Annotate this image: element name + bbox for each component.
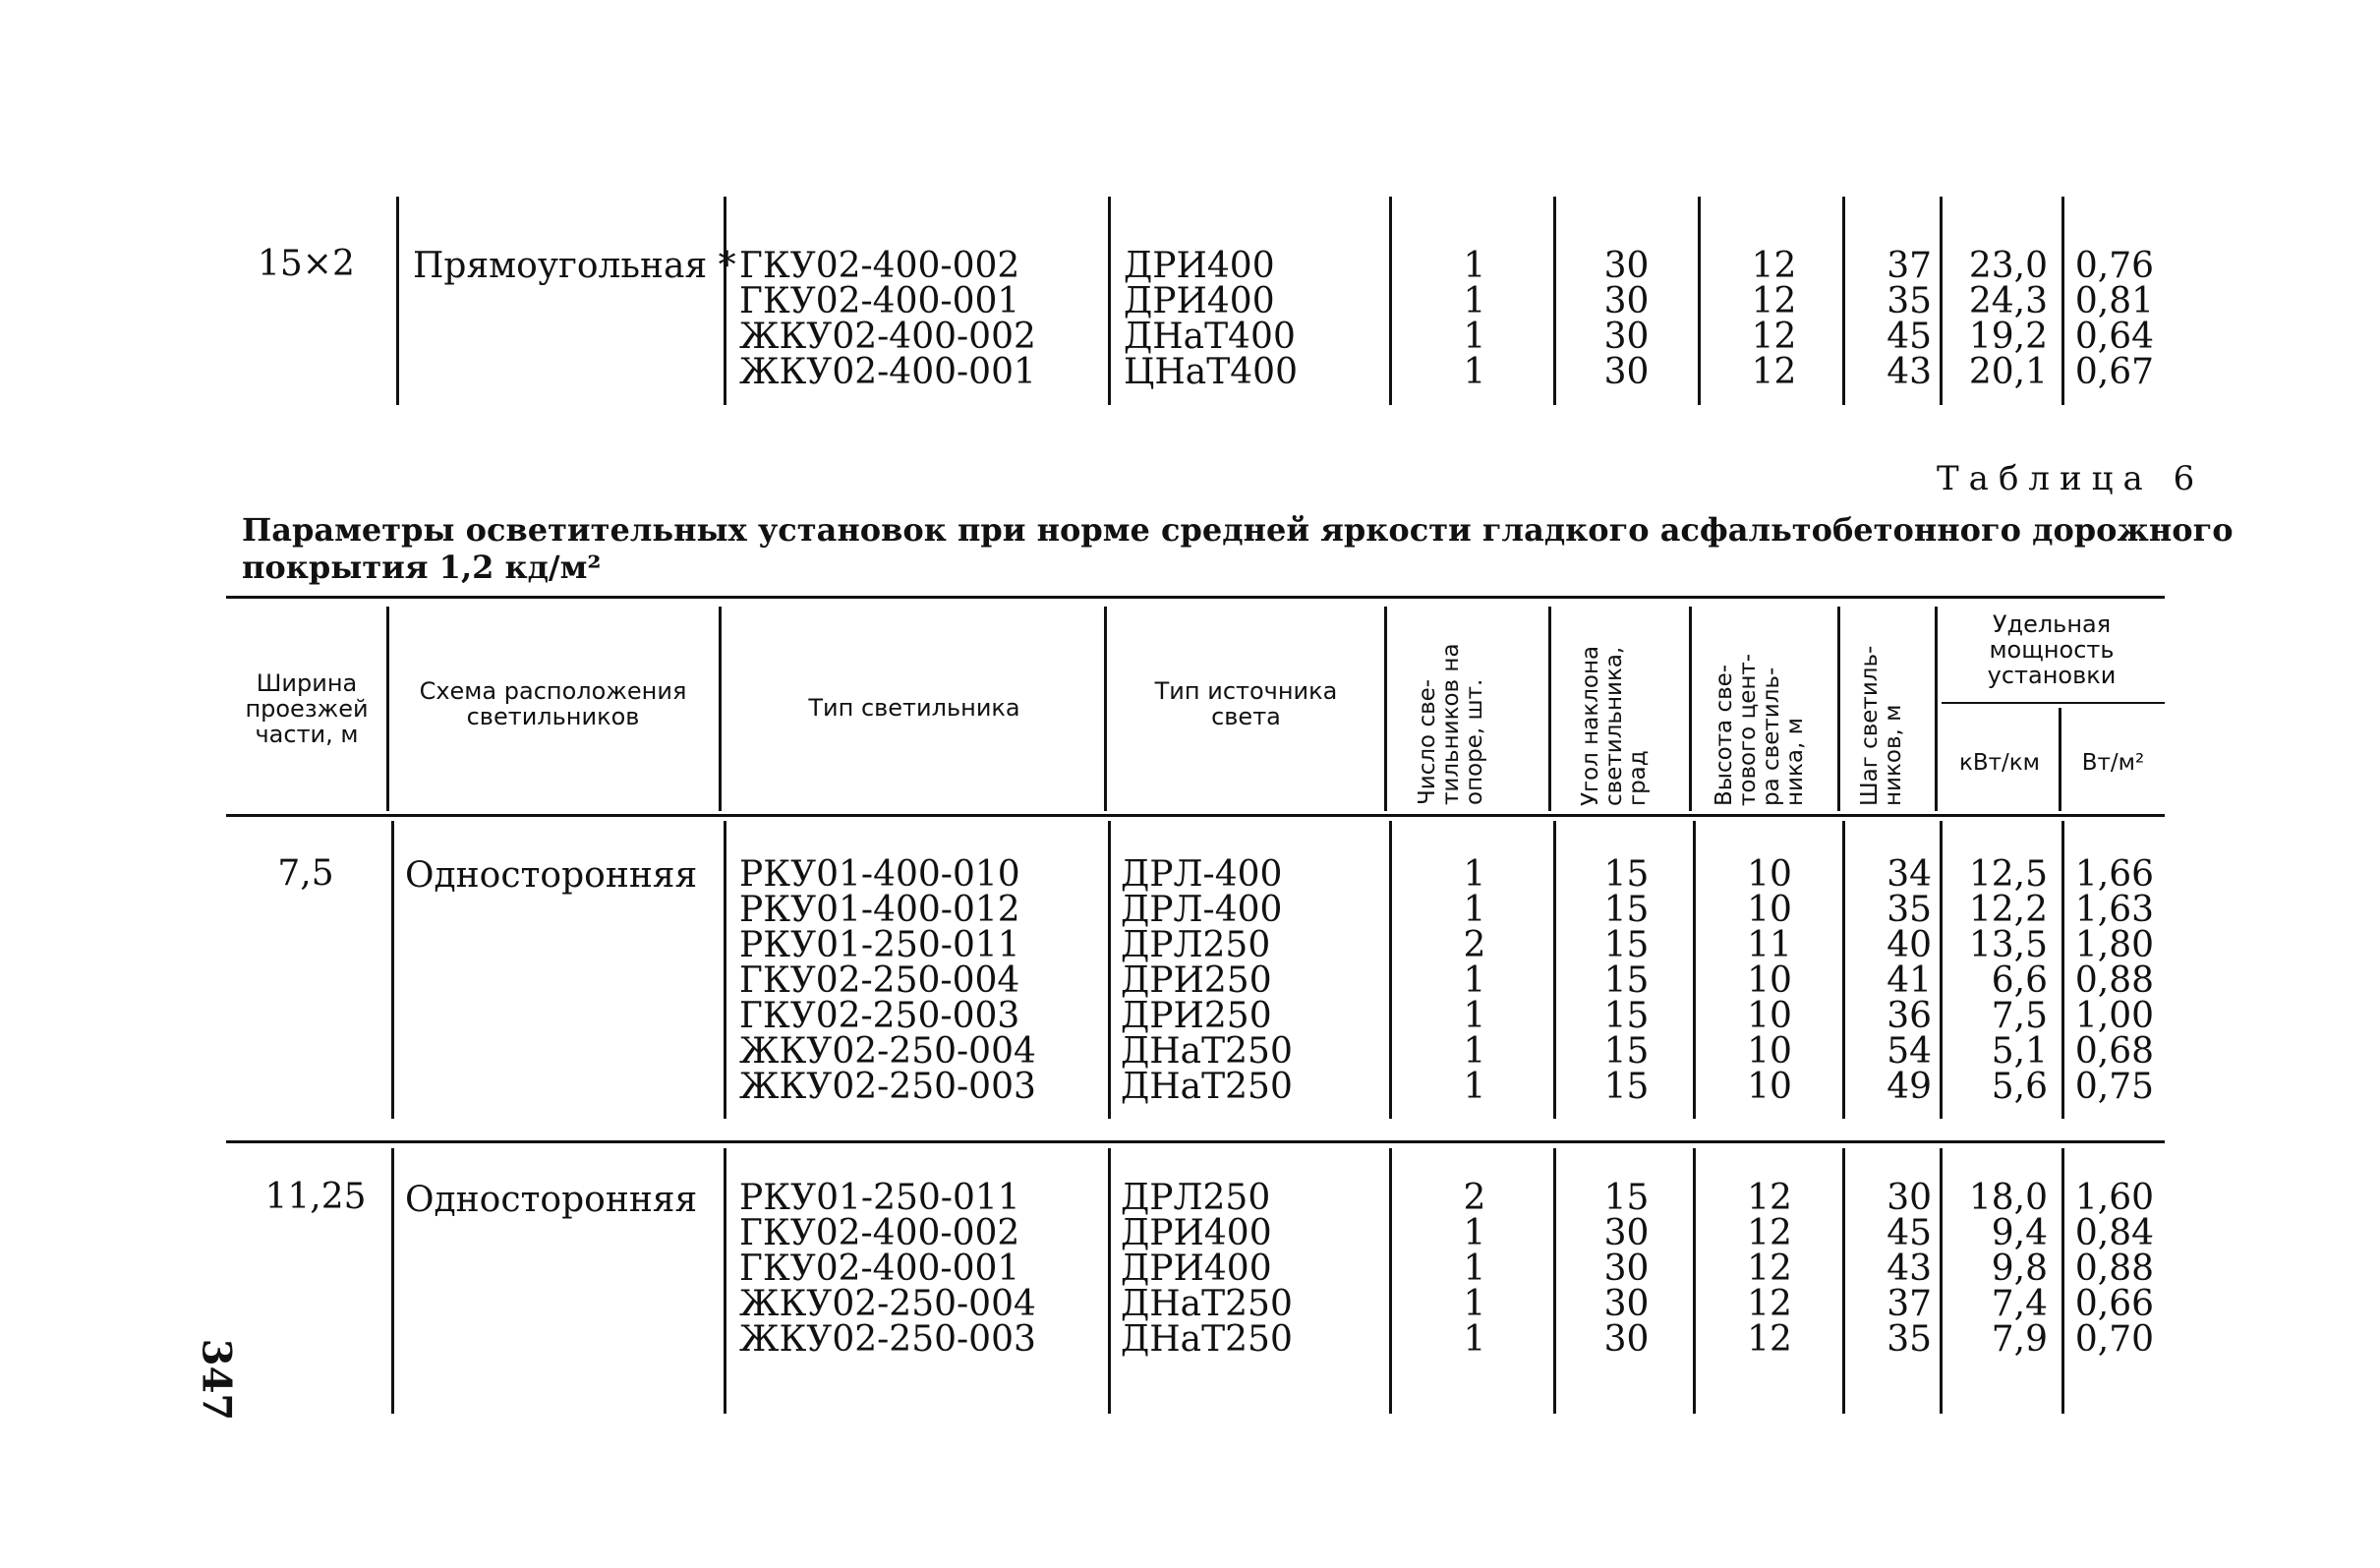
divider [1553,197,1556,405]
mount-height: 10 [1747,854,1792,895]
tilt-angle: 15 [1603,996,1650,1036]
power-kw: 18,0 [1968,1178,2048,1218]
mount-height: 12 [1747,1178,1792,1218]
power-kw: 19,2 [1968,317,2048,357]
power-wm: 0,81 [2074,281,2154,321]
mount-height: 12 [1747,1284,1792,1324]
header-divider [1384,607,1387,811]
header-bottom-rule [226,814,2165,817]
light-source: ДРИ250 [1121,996,1272,1036]
fixture-spacing: 30 [1887,1178,1932,1218]
light-source: ДНаТ250 [1121,1284,1293,1324]
mount-height: 10 [1747,890,1792,930]
fixture-spacing: 45 [1887,317,1932,357]
divider [1842,197,1845,405]
fixture-type: ЖКУ02-250-003 [739,1067,1036,1107]
header-layout-scheme: Схема расположения светильников [419,677,687,730]
mount-height: 12 [1751,352,1797,392]
mount-height: 10 [1747,1067,1792,1107]
fixture-type: ГКУ02-250-003 [739,996,1020,1036]
power-kw: 7,9 [1991,1319,2048,1360]
fixture-spacing: 40 [1887,925,1932,965]
light-source: ДНаТ400 [1124,317,1296,357]
power-wm: 0,64 [2074,317,2154,357]
tilt-angle: 30 [1603,1284,1650,1324]
power-wm: 1,00 [2074,996,2154,1036]
power-wm: 0,68 [2074,1031,2154,1072]
tilt-angle: 30 [1603,352,1650,392]
light-source: ДРЛ250 [1121,925,1271,965]
header-power-kw: кВт/км [1958,750,2041,776]
table-caption-line-1: Параметры осветительных установок при норме средней яркости гладкого асфальтобетонного дорожного [242,511,2234,549]
fixture-spacing: 34 [1887,854,1932,895]
road-width: 15×2 [258,244,355,284]
divider [396,197,399,405]
header-specific-power: Удельная мощность установки [1987,610,2117,689]
fixture-spacing: 35 [1887,281,1932,321]
power-wm: 1,63 [2074,890,2154,930]
fixture-spacing: 37 [1887,246,1932,286]
power-kw: 5,6 [1991,1067,2048,1107]
light-source: ДРИ400 [1121,1213,1272,1253]
power-wm: 0,76 [2074,246,2154,286]
fixture-spacing: 35 [1887,1319,1932,1360]
divider [1698,197,1701,405]
power-kw: 9,4 [1991,1213,2048,1253]
divider [1108,821,1111,1119]
power-kw: 9,8 [1991,1249,2048,1289]
header-divider [719,607,722,811]
divider [724,821,726,1119]
divider [1389,197,1392,405]
layout-scheme: Односторонняя [405,1180,698,1220]
tilt-angle: 30 [1603,281,1650,321]
header-tilt-angle: Угол наклона светильника, град [1578,645,1651,806]
divider [1108,197,1111,405]
tilt-angle: 30 [1603,317,1650,357]
power-kw: 20,1 [1968,352,2048,392]
fixture-type: ГКУ02-400-001 [739,1249,1020,1289]
divider [1389,821,1392,1119]
header-divider [386,607,389,811]
power-kw: 6,6 [1991,960,2048,1001]
light-source: ДНаТ250 [1121,1031,1293,1072]
header-road-width: Ширина проезжей части, м [245,669,369,748]
light-source: ДРИ400 [1124,281,1275,321]
power-kw: 7,5 [1991,996,2048,1036]
light-source: ДРЛ-400 [1121,890,1283,930]
tilt-angle: 15 [1603,1178,1650,1218]
power-wm: 0,66 [2074,1284,2154,1324]
header-divider [1935,607,1938,811]
power-kw: 12,5 [1968,854,2048,895]
divider [1108,1148,1111,1414]
tilt-angle: 15 [1603,1031,1650,1072]
header-divider [1104,607,1107,811]
mount-height: 10 [1747,1031,1792,1072]
light-source: ЦНаТ400 [1124,352,1298,392]
fixture-spacing: 43 [1887,352,1932,392]
fixture-count: 1 [1463,960,1486,1001]
tilt-angle: 30 [1603,1249,1650,1289]
power-kw: 23,0 [1968,246,2048,286]
fixture-count: 1 [1463,854,1486,895]
fixture-type: РКУ01-400-010 [739,854,1020,895]
divider [1389,1148,1392,1414]
fixture-type: ГКУ02-400-002 [739,1213,1020,1253]
divider [724,197,726,405]
divider [391,821,394,1119]
layout-scheme: Прямоугольная * [413,246,736,286]
power-subheader-rule [1942,702,2165,704]
fixture-spacing: 54 [1887,1031,1932,1072]
divider [1553,821,1556,1119]
power-wm: 1,66 [2074,854,2154,895]
header-fixture-count: Число све- тильников на опоре, шт. [1415,643,1487,805]
fixture-type: ЖКУ02-400-002 [739,317,1036,357]
fixture-type: ЖКУ02-250-004 [739,1284,1036,1324]
fixture-type: ЖКУ02-250-003 [739,1319,1036,1360]
fixture-count: 1 [1463,1284,1486,1324]
light-source: ДНаТ250 [1121,1319,1293,1360]
fixture-type: РКУ01-250-011 [739,1178,1020,1218]
fixture-count: 1 [1463,1249,1486,1289]
divider [2061,1148,2064,1414]
tilt-angle: 15 [1603,960,1650,1001]
mount-height: 12 [1751,317,1797,357]
block-separator-rule [226,1140,2165,1143]
fixture-count: 1 [1463,317,1486,357]
divider [1693,821,1696,1119]
light-source: ДНаТ250 [1121,1067,1293,1107]
fixture-spacing: 36 [1887,996,1932,1036]
header-divider [1837,607,1840,811]
tilt-angle: 15 [1603,854,1650,895]
mount-height: 12 [1747,1213,1792,1253]
table-number: Таблица 6 [1937,459,2205,498]
fixture-count: 2 [1463,925,1486,965]
divider [1940,1148,1943,1414]
power-wm: 1,60 [2074,1178,2154,1218]
header-top-rule [226,596,2165,599]
mount-height: 10 [1747,960,1792,1001]
divider [1553,1148,1556,1414]
header-light-source: Тип источника света [1154,677,1338,730]
power-kw: 5,1 [1991,1031,2048,1072]
power-kw: 7,4 [1991,1284,2048,1324]
fixture-count: 1 [1463,246,1486,286]
divider [1940,821,1943,1119]
power-wm: 0,84 [2074,1213,2154,1253]
fixture-spacing: 45 [1887,1213,1932,1253]
power-kw: 12,2 [1968,890,2048,930]
header-divider [1548,607,1551,811]
light-source: ДРЛ-400 [1121,854,1283,895]
light-source: ДРИ400 [1124,246,1275,286]
fixture-count: 1 [1463,281,1486,321]
tilt-angle: 30 [1603,1319,1650,1360]
header-mount-height: Высота све- тового цент- ра светиль- ника, м [1712,653,1808,806]
tilt-angle: 30 [1603,246,1650,286]
power-wm: 0,67 [2074,352,2154,392]
fixture-type: ГКУ02-400-002 [739,246,1020,286]
fixture-spacing: 35 [1887,890,1932,930]
header-power-wm: Вт/м² [2081,750,2145,776]
fixture-count: 2 [1463,1178,1486,1218]
header-divider [1689,607,1692,811]
divider [2061,821,2064,1119]
road-width: 11,25 [264,1177,367,1217]
fixture-count: 1 [1463,1067,1486,1107]
page-number: 347 [193,1338,240,1422]
mount-height: 11 [1747,925,1792,965]
tilt-angle: 15 [1603,1067,1650,1107]
fixture-type: РКУ01-250-011 [739,925,1020,965]
divider [1940,197,1943,405]
power-wm: 0,75 [2074,1067,2154,1107]
tilt-angle: 30 [1603,1213,1650,1253]
power-wm: 0,88 [2074,960,2154,1001]
header-spacing: Шаг светиль- ников, м [1857,645,1906,806]
divider [1842,821,1845,1119]
header-fixture-type: Тип светильника [808,694,1020,722]
fixture-count: 1 [1463,996,1486,1036]
fixture-count: 1 [1463,1031,1486,1072]
fixture-type: ГКУ02-400-001 [739,281,1020,321]
fixture-type: РКУ01-400-012 [739,890,1020,930]
divider [1842,1148,1845,1414]
fixture-count: 1 [1463,352,1486,392]
fixture-spacing: 41 [1887,960,1932,1001]
fixture-type: ГКУ02-250-004 [739,960,1020,1001]
layout-scheme: Односторонняя [405,855,698,896]
light-source: ДРИ250 [1121,960,1272,1001]
table-caption-line-2: покрытия 1,2 кд/м² [242,549,602,586]
mount-height: 10 [1747,996,1792,1036]
mount-height: 12 [1751,246,1797,286]
fixture-spacing: 37 [1887,1284,1932,1324]
light-source: ДРИ400 [1121,1249,1272,1289]
tilt-angle: 15 [1603,890,1650,930]
divider [2061,197,2064,405]
fixture-spacing: 43 [1887,1249,1932,1289]
fixture-count: 1 [1463,1319,1486,1360]
mount-height: 12 [1751,281,1797,321]
road-width: 7,5 [277,853,334,894]
power-wm: 0,88 [2074,1249,2154,1289]
fixture-type: ЖКУ02-400-001 [739,352,1036,392]
fixture-count: 1 [1463,890,1486,930]
divider [1693,1148,1696,1414]
mount-height: 12 [1747,1319,1792,1360]
power-wm: 1,80 [2074,925,2154,965]
power-kw: 24,3 [1968,281,2048,321]
mount-height: 12 [1747,1249,1792,1289]
light-source: ДРЛ250 [1121,1178,1271,1218]
fixture-count: 1 [1463,1213,1486,1253]
divider [724,1148,726,1414]
fixture-spacing: 49 [1887,1067,1932,1107]
power-kw: 13,5 [1968,925,2048,965]
fixture-type: ЖКУ02-250-004 [739,1031,1036,1072]
power-wm: 0,70 [2074,1319,2154,1360]
tilt-angle: 15 [1603,925,1650,965]
